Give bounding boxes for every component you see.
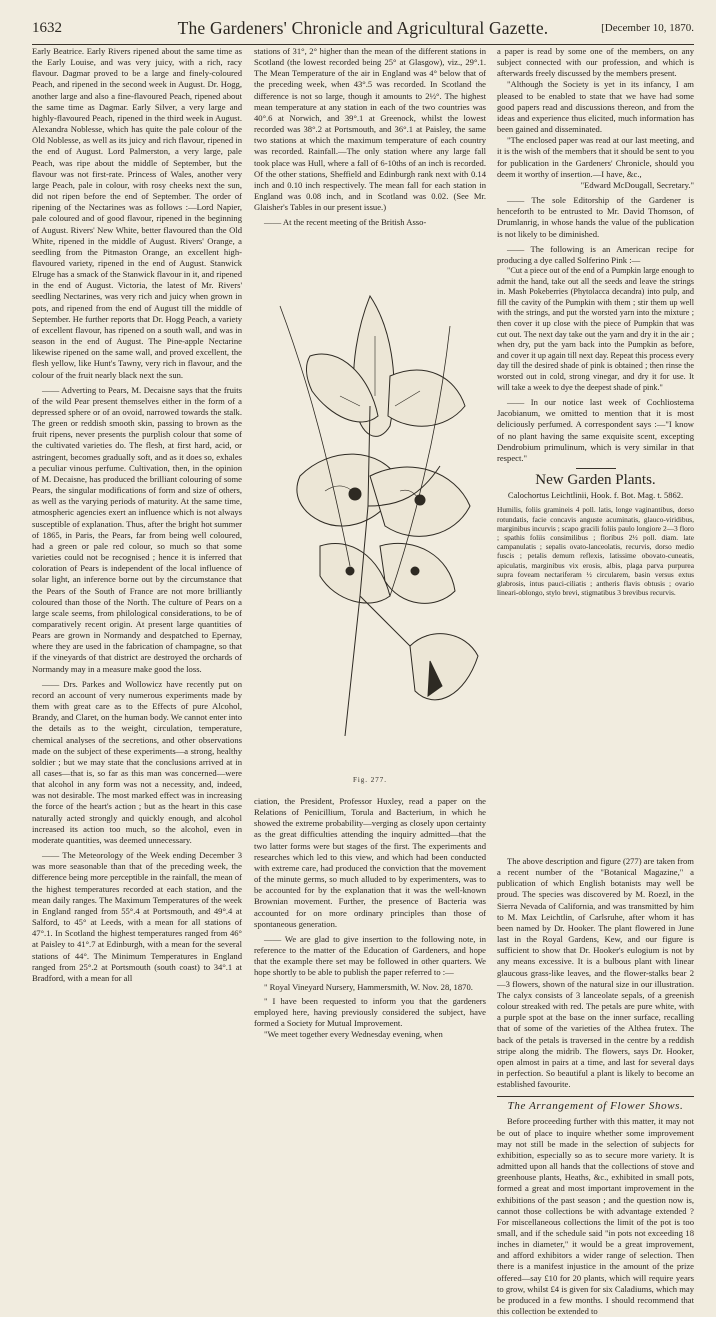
- column-middle-top: [254, 46, 486, 229]
- recipe-quote: "Cut a piece out of the end of a Pumpkin large enough to admit the hand, take out all the seeds and leave the strings in. Mash Pokeberries (Phytolacca decandra) into pulp, and fill the cavity of the Pumpkin with them ; stir them up well with the strings, and put the worsted yarn into the mixture ; then cover it up close with the piece of Pumpkin that was cut out. The next day take out the yarn and dry it in the air ; when dry, put the yarn back into the Pumpkin as before, and cover it up again till next day. Repeat this process every day till the desired shade of pink is obtained ; then rinse the worsted out in cold, strong vinegar, and dry it for use. It will take a week to dye the deepest shade of pink.": [497, 265, 694, 392]
- latin-description: Humilis, foliis gramineis 4 poll. latis, longe vaginantibus, dorso rotundatis, facie concavis anguste acuminatis, glauco-viridibus, marginibus incurvis ; scapo gracili foliis paulo longiore 2—3 floro ; spathis foliis consimilibus ; floribus 2½ poll. diam. late campanulatis ; sepalis ovato-lanceolatis, recurvis, dorso medio fuscis ; petalis demum reflexis, latissime obovato-cuneatis, apiculatis, marginibus vix erosis, albis, plaga parva purpurea supra foveam nectariferam ½ circularem, basin versus extus glabrosis, intus pauci-ciliatis ; antheris flavis obtusis ; ovario lineari-oblongo, stylo brevi, stigmatibus 3 brevibus recurvis.: [497, 505, 694, 598]
- paragraph-british-association: —— At the recent meeting of the British Asso-: [264, 217, 427, 228]
- column-middle-bottom: [254, 796, 486, 1040]
- paragraph-calochortus: The above description and figure (277) are taken from a recent number of the "Botanical Magazine," a publication of which English botanists may well be proud. The species was discovered by M. Roezl, in the Sierra Nevada of California, and was transmitted by him to M. Max Leichtlin, of Carlsruhe, after whom it has been named by Dr. Hooker. The plant flowered in June last in the Royal Gardens, Kew, and our figure is sufficient to show that Dr. Hooker's eulogium is not by any means excessive. It is a bulbous plant with linear glaucous grass-like leaves, and the flower-stalks bear 2—3 flowers, shown of the natural size in our illustration. The calyx consists of 3 lanceolate sepals, of a greenish colour streaked with red. The petals are pure white, with a purple spot at the base on the inner surface, recalling that of some of the varieties of the Althea frutex. The back of the petals is traversed in the centre by a reddish stripe along the midrib. The flowers, says Dr. Hooker, open almost in pairs at a time, and last for several days in perfection. So beautiful a plant is likely to become an established favourite.: [497, 856, 694, 1090]
- paragraph-editorship: —— The sole Editorship of the Gardener is henceforth to be entrusted to Mr. David Thomson, of Drumlanrig, in whose hands the value of the publication is not likely to be diminished.: [497, 195, 694, 239]
- plant-name: Calochortus Leichtlinii, Hook. f. Bot. Mag. t. 5862.: [507, 490, 684, 501]
- figure-caption: Fig. 277.: [352, 776, 388, 784]
- paragraph-huxley: ciation, the President, Professor Huxley, read a paper on the Relations of Penicillium, Torula and Bacterium, in which he showed the extreme probability—verging as closely upon certainty as the great difficulties attending the inquiry admitted—that the two latter forms were but stages of the first. The experiments and researches which led to this view, and which had been conducted with extreme care, had produced the conviction that the movement of the minute germs, so much alluded to by experimenters, was to be accounted for by the explanation that it was the well-known Brownian movement. Further, the presence of Bacteria was accounted for on more ordinary principles than those of spontaneous generation.: [254, 796, 486, 929]
- letter-address: " Royal Vineyard Nursery, Hammersmith, W. Nov. 28, 1870.: [264, 981, 473, 992]
- issue-date: [December 10, 1870.: [601, 22, 694, 34]
- divider: [576, 468, 616, 469]
- paragraph-meteorology: —— The Meteorology of the Week ending December 3 was more seasonable than that of the preceding week, the difference being more perceptible in the rainfall, the mean of the highest temperatures recorded at each station, and the mean daily ranges. The Maximum Temperatures of the week in England ranged from 55°.4 at Portsmouth, and 49°.4 at Salford, to 45° at Leeds, with a mean for all stations of 47°.1. In Scotland the highest temperatures ranged from 46° at Paisley to 41°.7 at Edinburgh, with a mean for the several stations of 44°. The Minimum Temperatures in England ranged from 25°.2 at Portsmouth (south coast) to 34°.1 at Bradford, with a mean for all: [32, 850, 242, 983]
- letter-enclosed: "The enclosed paper was read at our last meeting, and it is the wish of the members that it should be sent to you for publication in the Gardeners' Chronicle, should you deem it worthy of insertion.—I have, &c.,: [497, 135, 694, 179]
- column-left: [32, 46, 242, 984]
- paragraph-solferino: —— The following is an American recipe for producing a dye called Solferino Pink :—: [497, 243, 694, 265]
- paragraph-temperatures: stations of 31°, 2° higher than the mean of the different stations in Scotland (the lowest recorded being 25° at Glasgow), viz., 29°.1. The Mean Temperature of the air in England was 4° below that of the preceding week, when 43°.5 was recorded. In Scotland the difference is not so large, though it amounts to 2½°. The highest mean temperature at any station in each of the two countries was 40°.6 at Norwich, and 39°.1 at Greenock, whilst the lowest recorded was 38°.2 at Portsmouth, and 36°.1 at Paisley, the same two stations at which the maximum temperature of each country was recorded. Rainfall.—The only station where any large fall took place was Hull, where a fall of 6-10ths of an inch is recorded. Of the other stations, Sheffield and Edinburgh rank next with 0.14 inch and 0.10 inch respectively. The mean fall for each station in England was 0.08 inch, and in Scotland was 0.02. (See Mr. Glaisher's Tables in our present issue.): [254, 46, 486, 213]
- journal-title: The Gardeners' Chronicle and Agricultural Gazette.: [177, 18, 549, 38]
- page-header: [32, 18, 694, 45]
- page-number: 1632: [32, 20, 62, 36]
- paragraph-education: —— We are glad to give insertion to the following note, in reference to the matter of the Education of Gardeners, and hope that the example there set may be followed in other quarters. We hope shortly to be able to publish the paper referred to :—: [254, 933, 486, 978]
- paragraph-peaches: Early Beatrice. Early Rivers ripened about the same time as the Early Louise, and was very juicy, with a rich, racy flavour. Dagmar proved to be a large and finely-coloured Peach, and ripened in the second week in August. Dr. Hogg, another large and also a fine-flavoured Peach, ripened about the same time as Dagmar. Early Silver, a very large and highly-flavoured Peach, ripened in the third week in August. Alexandra Noblesse, which has quite the pale colour of the Old Noblesse, as well as its juicy and rich flavour, ripened in the end of August. Lord Palmerston, a very large, pale Peach, was ripe about the middle of September, but the flavour was not first-rate. Princess of Wales, another very large Peach, pale in colour, with rosy cheeks next the sun, did not ripen before the end of September. The order of ripening of the Nectarines was as follows :—Lord Napier, pale coloured and of good flavour, ripened in the beginning of August. Rivers' New White, better flavoured than the Old White, ripened in the middle of August. Rivers' Orange, a seedling from the Pitmaston Orange, an excellent high-flavoured variety, ripened in the end of August. Stanwick Elruge has a smack of the Stanwick flavour in it, and ripened in the end of August. Victoria, the latest of Mr. Rivers' seedling Nectarines, was very rich and juicy when grown in pots, and ripened from the end of August till the middle of September. He further reports that Dr. Hogg Peach, a variety of excellent flavour, has ripened on a south wall, and was in season in the end of August. The Pine-apple Nectarine likewise ripened on the same wall, and proved excellent, the flesh yellow, like Hunt's Tawny, very rich in flavour, and the colour of the fruit nearly black next the sun.: [32, 46, 243, 380]
- paragraph-pears: —— Adverting to Pears, M. Decaisne says that the fruits of the wild Pear present themselves either in the form of a depressed sphere or of an ovoid, narrowed towards the stalk. The green or reddish smooth skin, passing to brown as the fruit ripens, never presents the purplish colour that some of the cultivated varieties do. The flesh, at first hard, acid, or astringent, becomes gradually soft, and as it does so, exhales a peculiar vinous perfume. Cultivation, then, in the opinion of M. Decaisne, has produced the brilliant colouring of some Pears, the singular modifications of form and size of others, as well as the varying periods of maturity. At the same time, atmospheric agencies exert an influence which is not always susceptible of explanation. Thus, after the bright hot summer of 1865, in Paris, the Pears, far from being well coloured, had a green or pale red colour, so much so that some varieties could not be recognised ; hence it is inferred that coloration of Pears is independent of the local influence of solar light, an inference borne out by the circumstance that the Pears of the South of France are not more brilliantly coloured than those of the North. The culture of Pears on a large scale seems, from philological considerations, to be of comparatively recent origin. At present large quantities of Pears are grown in Normandy and despatched to Epernay, where they are used in the fabrication of champagne, so that if the vineyards of that district are destroyed the orchards of Normandy may in a measure make good the loss.: [32, 384, 242, 674]
- section-heading-flower-shows: The Arrangement of Flower Shows.: [497, 1096, 694, 1112]
- letter-continued: a paper is read by some one of the members, on any subject connected with our profession, and which is afterwards freely discussed by the members present.: [497, 46, 694, 79]
- letter-society: "Although the Society is yet in its infancy, I am pleased to be enabled to state that we have had some good papers read and discussions thereon, and from the ideas and experience thus elicited, much information has been gained and disseminated.: [497, 79, 694, 135]
- letter-signature: "Edward McDougall, Secretary.": [580, 179, 694, 190]
- section-heading-new-plants: New Garden Plants.: [535, 472, 656, 489]
- column-right: [497, 46, 694, 597]
- paragraph-cochliostema: —— In our notice last week of Cochliostema Jacobianum, we omitted to mention that it is most deliciously perfumed. A correspondent says :—"I know of no plant having the same exquisite scent, excepting Dendrobium primulinum, which is very similar in that respect.": [497, 397, 694, 463]
- letter-body-2: "We meet together every Wednesday evening, when: [264, 1029, 443, 1040]
- calochortus-illustration: [250, 266, 490, 766]
- paragraph-alcohol: —— Drs. Parkes and Wollowicz have recently put on record an account of very numerous experiments made by them with great care as to the Effects of pure Alcohol, Brandy, and Claret, on the human body. We cannot enter into the details as to the weight, circulation, temperature, chemical analyses of the secretions, and other observations made on the subject of these experiments—a strong, healthy soldier ; but we may state that the conclusions arrived at in all cases—that is, so far as this man was concerned—were that alcohol in any form was not a necessity, and, indeed, was not desirable. The most marked effect was in increasing the force of the heart's action ; but as the heart in this case naturally acted strongly and quickly enough, and alcohol increased its action too much, so the alcohol, even in moderate quantities, was deemed unnecessary.: [32, 678, 242, 845]
- column-right-bottom: [497, 856, 694, 1317]
- paragraph-flower-shows: Before proceeding further with this matter, it may not be out of place to inquire whether some improvement may not still be made in the selection of subjects for exhibition, especially so as to secure more variety. It is admitted upon all hands that the collections of stove and greenhouse plants, Heaths, &c., exhibited in small pots, formed a great and most important improvement in the exhibitions of the past season ; and the question now is, cannot those collections be with advantage extended ? For miscellaneous collections the limit of the pot is too small, and if the schedule said "in pots not exceeding 18 inches in diameter," it would be a great improvement, and afford exhibitors a wider range of selection. Then there is a manifest injustice in the amount of the prize offered—say £10 for 20 plants, which will require years to grow, whilst £4 is given for six Caladiums, which may be produced in a few months. I should recommend that this collection be extended to: [497, 1116, 694, 1317]
- letter-body-1: " I have been requested to inform you that the gardeners employed here, having previously considered the subject, have formed a Society for Mutual Improvement.: [254, 995, 486, 1028]
